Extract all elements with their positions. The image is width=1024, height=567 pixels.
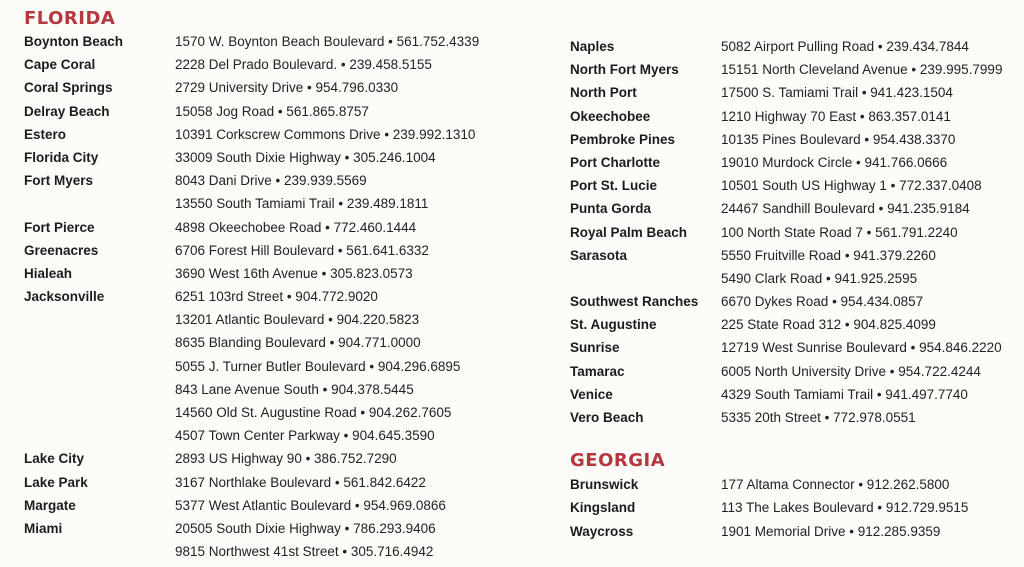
location-row: [24, 262, 479, 285]
location-row: [24, 146, 479, 169]
location-row: [24, 540, 479, 563]
location-row: [570, 244, 1002, 267]
location-row: [24, 53, 479, 76]
city-name: Tamarac: [570, 363, 625, 379]
address-phone: 4898 Okeechobee Road • 772.460.1444: [175, 219, 417, 235]
location-row: [570, 128, 1002, 151]
city-name: [24, 378, 175, 401]
city-name: Lake Park: [24, 474, 88, 490]
address-phone: 100 North State Road 7 • 561.791.2240: [721, 224, 958, 240]
location-row: [24, 494, 479, 517]
florida-left-column: [24, 8, 479, 563]
city-name: Fort Myers: [24, 173, 94, 189]
city-name: Jacksonville: [24, 289, 105, 305]
address-phone: 5490 Clark Road • 941.925.2595: [721, 270, 918, 286]
location-row: [24, 285, 479, 308]
location-row: [570, 267, 1002, 290]
location-row: [570, 406, 1002, 429]
location-row: [570, 313, 1002, 336]
location-row: [570, 360, 1002, 383]
address-phone: 9815 Northwest 41st Street • 305.716.4942: [175, 544, 434, 560]
location-row: [570, 336, 1002, 359]
city-name: [24, 331, 175, 354]
city-name: [24, 540, 175, 563]
location-row: [24, 378, 479, 401]
address-phone: 15151 North Cleveland Avenue • 239.995.7999: [721, 62, 1003, 78]
address-phone: 1901 Memorial Drive • 912.285.9359: [721, 523, 941, 539]
city-name: Boynton Beach: [24, 34, 124, 49]
city-name: Pembroke Pines: [570, 131, 676, 147]
city-name: Punta Gorda: [570, 201, 652, 217]
city-name: Fort Pierce: [24, 219, 95, 235]
location-row: [24, 447, 479, 470]
location-row: [24, 123, 479, 146]
address-phone: 8043 Dani Drive • 239.939.5569: [175, 173, 367, 189]
location-row: [24, 308, 479, 331]
address-phone: 10135 Pines Boulevard • 954.438.3370: [721, 131, 956, 147]
location-row: [24, 401, 479, 424]
address-phone: 4507 Town Center Parkway • 904.645.3590: [175, 428, 435, 444]
city-name: Estero: [24, 126, 67, 142]
address-phone: 13550 South Tamiami Trail • 239.489.1811: [175, 196, 429, 212]
city-name: Venice: [570, 386, 613, 402]
location-row: [24, 517, 479, 540]
location-row: [570, 81, 1002, 104]
location-row: [570, 105, 1002, 128]
location-row: [570, 197, 1002, 220]
city-name: Coral Springs: [24, 80, 113, 96]
location-row: [24, 76, 479, 99]
city-name: North Fort Myers: [570, 62, 679, 78]
address-phone: 4329 South Tamiami Trail • 941.497.7740: [721, 386, 968, 402]
address-phone: 6251 103rd Street • 904.772.9020: [175, 289, 378, 305]
address-phone: 225 State Road 312 • 904.825.4099: [721, 317, 936, 333]
address-phone: 8635 Blanding Boulevard • 904.771.0000: [175, 335, 421, 351]
city-name: [24, 424, 175, 447]
address-phone: 33009 South Dixie Highway • 305.246.1004: [175, 149, 436, 165]
city-name: Sarasota: [570, 247, 628, 263]
address-phone: 2228 Del Prado Boulevard. • 239.458.5155: [175, 57, 432, 73]
city-name: Waycross: [570, 523, 634, 539]
location-row: [24, 100, 479, 123]
address-phone: 24467 Sandhill Boulevard • 941.235.9184: [721, 201, 970, 217]
section-spacer: [570, 429, 1002, 449]
address-phone: 14560 Old St. Augustine Road • 904.262.7605: [175, 405, 452, 420]
city-name: Greenacres: [24, 242, 99, 258]
address-phone: 2893 US Highway 90 • 386.752.7290: [175, 451, 397, 467]
city-name: Sunrise: [570, 340, 620, 356]
city-name: Lake City: [24, 451, 85, 467]
city-name: Naples: [570, 39, 615, 54]
address-phone: 2729 University Drive • 954.796.0330: [175, 80, 399, 96]
location-row: [24, 355, 479, 378]
location-row: [570, 221, 1002, 244]
location-row: [24, 192, 479, 215]
location-row: [570, 35, 1002, 58]
city-name: North Port: [570, 85, 637, 101]
address-phone: 5550 Fruitville Road • 941.379.2260: [721, 247, 936, 263]
city-name: Florida City: [24, 149, 99, 165]
address-phone: 6706 Forest Hill Boulevard • 561.641.6332: [175, 242, 429, 258]
location-row: [24, 424, 479, 447]
city-name: Kingsland: [570, 500, 636, 516]
address-phone: 3167 Northlake Boulevard • 561.842.6422: [175, 474, 426, 490]
address-phone: 1570 W. Boynton Beach Boulevard • 561.752.4339: [175, 34, 480, 49]
address-phone: 20505 South Dixie Highway • 786.293.9406: [175, 520, 436, 536]
georgia-list: [570, 473, 1002, 543]
location-row: [570, 174, 1002, 197]
georgia-heading: GEORGIA: [570, 450, 666, 472]
florida-left-list: [24, 30, 479, 563]
location-row: [24, 169, 479, 192]
city-name: [24, 192, 175, 215]
address-phone: 5055 J. Turner Butler Boulevard • 904.296.6895: [175, 358, 461, 374]
city-name: Port Charlotte: [570, 154, 661, 170]
address-phone: 19010 Murdock Circle • 941.766.0666: [721, 154, 948, 170]
florida-heading: FLORIDA: [24, 8, 116, 29]
location-row: [570, 151, 1002, 174]
city-name: Brunswick: [570, 477, 639, 493]
location-row: [24, 331, 479, 354]
address-phone: 6670 Dykes Road • 954.434.0857: [721, 294, 924, 310]
city-name: Royal Palm Beach: [570, 224, 688, 240]
address-phone: 843 Lane Avenue South • 904.378.5445: [175, 381, 414, 397]
address-phone: 5082 Airport Pulling Road • 239.434.7844: [721, 39, 969, 54]
address-phone: 17500 S. Tamiami Trail • 941.423.1504: [721, 85, 953, 101]
location-row: [24, 30, 479, 53]
address-phone: 12719 West Sunrise Boulevard • 954.846.2220: [721, 340, 1002, 356]
location-row: [24, 471, 479, 494]
location-row: [570, 496, 1002, 519]
location-row: [24, 239, 479, 262]
florida-right-column: [570, 35, 1002, 543]
address-phone: 10501 South US Highway 1 • 772.337.0408: [721, 178, 982, 194]
florida-right-list: [570, 35, 1002, 429]
address-phone: 6005 North University Drive • 954.722.4244: [721, 363, 981, 379]
location-row: [570, 58, 1002, 81]
city-name: [24, 401, 175, 424]
city-name: Miami: [24, 520, 63, 536]
city-name: Vero Beach: [570, 410, 644, 425]
address-phone: 5335 20th Street • 772.978.0551: [721, 410, 916, 425]
city-name: St. Augustine: [570, 317, 657, 333]
location-row: [570, 290, 1002, 313]
address-phone: 13201 Atlantic Boulevard • 904.220.5823: [175, 312, 420, 328]
city-name: Okeechobee: [570, 108, 651, 124]
location-row: [24, 216, 479, 239]
address-phone: 1210 Highway 70 East • 863.357.0141: [721, 108, 951, 124]
address-phone: 113 The Lakes Boulevard • 912.729.9515: [721, 500, 969, 516]
city-name: Hialeah: [24, 265, 73, 281]
address-phone: 15058 Jog Road • 561.865.8757: [175, 103, 369, 119]
city-name: Cape Coral: [24, 57, 96, 73]
city-name: Delray Beach: [24, 103, 110, 119]
city-name: Margate: [24, 497, 76, 513]
city-name: [24, 308, 175, 331]
address-phone: 5377 West Atlantic Boulevard • 954.969.0866: [175, 497, 446, 513]
city-name: [570, 267, 721, 290]
address-phone: 3690 West 16th Avenue • 305.823.0573: [175, 265, 413, 281]
address-phone: 10391 Corkscrew Commons Drive • 239.992.1310: [175, 126, 476, 142]
location-row: [570, 383, 1002, 406]
city-name: [24, 355, 175, 378]
location-row: [570, 473, 1002, 496]
city-name: Southwest Ranches: [570, 294, 699, 310]
address-phone: 177 Altama Connector • 912.262.5800: [721, 477, 950, 493]
city-name: Port St. Lucie: [570, 178, 658, 194]
location-row: [570, 520, 1002, 543]
